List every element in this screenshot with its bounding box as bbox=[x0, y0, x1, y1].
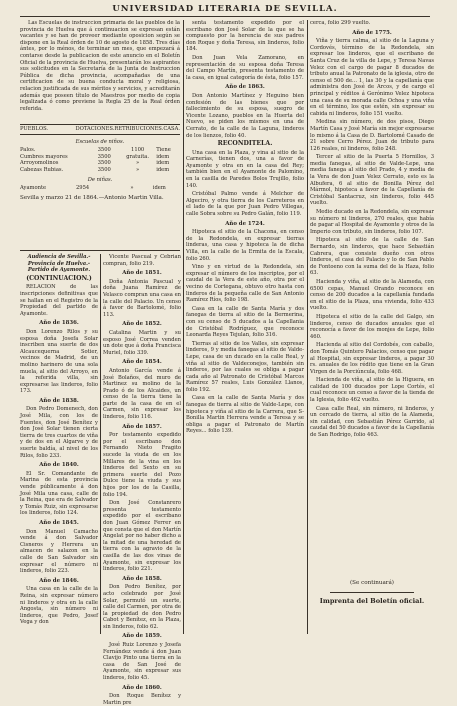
entry-text: Don Juan Vela Zamorano, en representación de su esposa doña Teresa del Campo Martín, presenta testamento de la casa, en igual categoría de ésta, folio 157. bbox=[186, 54, 304, 81]
entry-text: Don Pedro Benítez, por acto celebrado por José Solar, permutó un suerte, calle del Carmen, por otra de la propiedad de don Pedro Cabot y Benítez, en la Plaza, sin linderos, folio 62. bbox=[103, 584, 181, 630]
entry-text: Hacienda al sitio del Cordobés, con caballo, don Tomás Quintero Palacios, censo que pagar al Hospital, sin expresar linderos, a pagar 30 rs. anuales de los rédito que tiene en la Gran Virgen de la Porciúncula, folio 468. bbox=[310, 342, 434, 375]
year-heading: Año de 1836. bbox=[39, 320, 79, 327]
entry-text: Don Manuel Camacho vende á don Salvador Cisneros y Herrera un almacen de salazon en la calle de San Salvador sin expresar el número ni linderos, folio 223. bbox=[20, 528, 98, 575]
table-row bbox=[20, 160, 180, 167]
cell-retribucion: 1100 bbox=[131, 147, 145, 154]
entry-text: Medina sin número, de dos pisos, Diego Martín Casa y José María sin mejor expresarse lo mismo á la Casa de D. Bartolomé Casado de 21 sobre Cerro Pérez. Juan de tributo para 126 reales, ni linderos, folio 248. bbox=[310, 119, 434, 152]
column-1 bbox=[20, 254, 98, 638]
cell-dotacion: 3500 bbox=[97, 166, 111, 173]
audiencia-heading: Audiencia de Sevilla.-Provincia de Huelva.-Partido de Ayamonte. bbox=[27, 254, 91, 274]
notice-block bbox=[20, 20, 180, 141]
cell-casa: idem bbox=[156, 153, 170, 160]
section-heading-reconditela: RECONDITELA. bbox=[217, 140, 273, 148]
entry-text: Antonio García vende á José Bolaños, del muro de Martinez su molino de la Prado ó de los Alcaides, un censo de la tierra tiene la parte de la casa de en el Carmen, sin expresar los linderos, folio 116. bbox=[103, 367, 181, 421]
column-2 bbox=[103, 254, 181, 706]
entry-text: Viña y tierra calma, al sitio de la Laguna y Cordovés, término de la Redondela, sin expresar los linderos, que el escribano de Santa Cruz de la villa de Lepe, y Teresa Navas Velez con el cargo de pagar 8 ducados de tributo anual la Patronato de la iglesia, otro de censo el 500 de... 1, las 30 y la capellanía que administra don José de Arcos, y de cargo el principal y réditos á Gerónimo Velez hipoteca una casa de su morada calle Ochoa y una viña en el término, los que estén, sin expresar su cabida ni linderos, folio 151 vuelto. bbox=[310, 38, 434, 117]
table-row bbox=[20, 167, 180, 174]
imprenta-divider bbox=[330, 592, 414, 593]
entry-text: Hipoteca al sitio de la calle de San Bernardo, sin linderos, que hace Sebastián Cabrera, que consiste dueño con otros linderos, el casa del Palacio y lo de San Pablo de Fontoeno con la suma del de la Haza, folio 63. bbox=[310, 237, 434, 277]
entry-text: Cristóbal Palmo vende á Melchor de Algeciro, y otra tierra de los Carreteros en el lado de la que por Juan Pedro Villegas, calle Sobra sobre su Pedro Galán, folio 119. bbox=[186, 191, 304, 218]
cell-pueblo: Cumbres mayores bbox=[20, 153, 68, 160]
entry-text: Casa en la calle de Santa María y dos fanegas de tierra al sitio de Valde-Lepe, con hipoteca y viña al sitio de la Carrera, que S-Bonilla Martin Herrera vende a Teresa y se obliga a pagar el Patronato de Martín Reyes... folio 139. bbox=[186, 395, 304, 435]
year-heading: Año de 1857. bbox=[122, 423, 162, 430]
entry-text: Una casa en la Plaza, y vina al sitio de la Carnerías, tienen dos, una a favor de Ayamonte y otra en en la casa del Rey; también bien en el Ayamonte de Palomino, en la casilla de Paredes Bolos Trujillo, folio 140. bbox=[186, 149, 304, 189]
entry-text: Por testamento expedido por el escribano don Fernando Nieto Fragito sucede la viuda de en los Millares de la vina en los linderos del Sexto en su primera suerte del Pozo Dulce tiene la viuda y sus hijos por los de la Casilla, folio 194. bbox=[103, 432, 181, 498]
entry-text: Don José Constanrero presenta testamento expedido por el escribano don Juan Gómez Ferrer en que consta que el don Martín Angelat por no haber dicho a la mitad de una heredad de tierra con la agravio de la casilla de las dos vinas de Ayamonte, sin expresar los linderos, folio 221. bbox=[103, 500, 181, 573]
year-heading: Año de 1851. bbox=[122, 270, 162, 277]
entry-text: Hipoteca el sitio de la calle del Galgo, sin linderos, censo de ducados anuales que el reconocía a favor de los monjes de Lepe, folio 460. bbox=[310, 313, 434, 340]
entry-text: Doña Antonia Pascual y doña Juana Ramírez de Velasco compran una casa en la calle del Palacio. Un censo á favor de Bartolomé, folio 113. bbox=[103, 278, 181, 318]
cell-casa: idem bbox=[156, 166, 170, 173]
cell-dotacion: 3500 bbox=[97, 147, 111, 154]
table-header-dotaciones: DOTACIONES. bbox=[75, 126, 115, 132]
entry-text: Tierras al sitio de los Valles, sin expresar linderos, 9 y media fanegas al sitio de Valde-Lepe, casa de un ducado en la calle Real, y viña al sitio de Valdeconejos, también sin linderos, por las cuales se obliga a pagar cada año al Patronato de Cristóbal Marcos Ramírez 57 reales, Luis González Llanos, folio 192. bbox=[186, 340, 304, 393]
schools-table bbox=[20, 124, 180, 249]
year-heading: Año de 1846. bbox=[39, 577, 79, 584]
cell-retribucion: gratuita. bbox=[126, 153, 150, 160]
header-divider bbox=[20, 16, 430, 17]
entry-text: Casa en la calle de Santa María y dos fanegas de tierra al sitio de la Bermerina, con su censo de 5 ducados a la Capellania de Cristóbal Rodríguez, que reconoce Leonarda Reyes Tejulan, folio 316. bbox=[186, 305, 304, 339]
cell-pueblo: Arroyomolinos bbox=[20, 160, 59, 167]
cell-dotacion: 3500 bbox=[97, 153, 111, 160]
signoff: Sevilla y marzo 21 de 1864.—Antonio Martin Villa. bbox=[20, 194, 164, 201]
imprenta-footer: Imprenta del Boletín oficial. bbox=[310, 598, 434, 605]
continuacion-heading: (CONTINUACION.) bbox=[26, 274, 92, 282]
year-heading: Año de 1859. bbox=[122, 633, 162, 640]
section-label-ninas: De niñas. bbox=[87, 176, 113, 183]
page-title: UNIVERSIDAD LITERARIA DE SEVILLA. bbox=[112, 4, 338, 14]
table-row bbox=[20, 154, 180, 161]
entry-text: Don Lorenzo Rilos y su esposa doña Josefa Solar inscriben una suerte de dos Alcaucequerna Sotier, vecinos de Madrid, de un molino harinero de una sola muela, al sitio del Arroyo, en la referida villa, sin expresarse las linderos, folio 173. bbox=[20, 328, 98, 395]
year-heading: Año de 1860. bbox=[122, 684, 162, 691]
entry-text: Don Antonio Martínez y Heguino bien confesión de las bienes que por fallecimiento de su esposa, suegro de Vicente Lozano, pueblos en la Huerta del Nuevo, se piden los mismos en una de Cerrato, de la calle de la Laguna, linderos de los lienzos, folio 40. bbox=[186, 92, 304, 139]
year-heading: Año de 1775. bbox=[352, 29, 392, 36]
column-4 bbox=[310, 20, 434, 638]
entry-text: Hipoteca el sitio de la Chacona, en censo de la Redondela, en expresar tierras linderas, una casa y hipoteca la de dicha Villa, en la calle de la Ermita de la Escala, folio 260. bbox=[186, 229, 304, 262]
entry-text: Hacienda y viña, al sitio de la Alameda, con 6500 cepas, Manuel Orando reconoce en censo de 200 ducados a la capellanía fundada en el sitio de la Plaza, una vivienda, folio 433 vuelto. bbox=[310, 278, 434, 312]
column-divider bbox=[183, 20, 184, 634]
entry-text: Medio ducado en la Redondela, sin expresar su número ni linderos, 270 reales, que había de pagar al Hospital de Ayamonte y otros de la Imperio con tributo, sin linderos, folio 107. bbox=[310, 209, 434, 235]
cell-casa: Tiene bbox=[156, 147, 171, 154]
year-heading: Año de 1863. bbox=[225, 84, 265, 91]
cell-retribucion: » bbox=[136, 166, 140, 173]
entry-text: Vino y en virtud de la Redondela, sin expresar el número de los inscriptos, por el caudal de la Vera de este año, otra por el vecino de Cortegana, obtuvo otro hasta con linderos de la pequeña calle de San Antonio Ramírez Ríos, folio 198. bbox=[186, 264, 304, 304]
cell-casa: idem bbox=[156, 160, 170, 167]
cell-pueblo: Palos. bbox=[20, 147, 36, 154]
table-header-pueblos: PUEBLOS. bbox=[20, 126, 49, 132]
column-divider bbox=[100, 254, 101, 634]
entry-text: Don Roque Benítez y Martin pre bbox=[103, 693, 181, 706]
table-row bbox=[20, 147, 180, 154]
continuara-note: (Se continuará) bbox=[310, 580, 434, 587]
entry-text: Don Pedro Domenech, don José Mila, con los de Fuentes, don José Benítez y don José Solar tienen cierta tierra de tres cuartos de viña y de dos en el Algarve y de suerte baldía, al nivel de los Rilos, folio 233. bbox=[20, 406, 98, 459]
entry-text: cerca, folio 299 vuelto. bbox=[310, 20, 371, 26]
cell-casa: idem bbox=[152, 185, 166, 192]
table-header-retribuciones: RETRIBUCIONES. bbox=[114, 126, 164, 132]
year-heading: Año de 1852. bbox=[122, 321, 162, 328]
entry-text: Una casa en la calle de la Reina, sin expresar número ni linderos y otra en la calle Angosta, sin número ni linderos, que Pedro, Josef Vega y don bbox=[20, 586, 98, 626]
cell-retribucion: » bbox=[130, 185, 134, 192]
relacion-text: RELACION de las inscripciones definitivas que se hallan en el Registro de la Propiedad del partido de Ayamonte. bbox=[20, 284, 98, 317]
section-label-ninos: Escuelas de niños. bbox=[75, 138, 125, 145]
column-divider bbox=[307, 20, 308, 634]
entry-text: senta testamento expedido por el escribano don José Solar de la que se ha compuesto por la herencia de sus padres don Roque y doña Teresa, sin linderos, folio 184. bbox=[186, 20, 304, 53]
year-heading: Año de 1845. bbox=[39, 519, 79, 526]
table-row bbox=[20, 185, 180, 192]
year-heading: Año de 1854. bbox=[122, 359, 162, 366]
cell-pueblo: Cabezas Rubias. bbox=[20, 166, 64, 173]
entry-text: Catalina Martin y su esposo José Correa venden un dote que á doña Francisca Muriel, folio 339. bbox=[103, 329, 181, 356]
cell-dotacion: 3500 bbox=[97, 160, 111, 167]
cell-dotacion: 2954 bbox=[76, 185, 90, 192]
year-heading: Año de 1840. bbox=[39, 462, 79, 469]
entry-text: Hacienda de viña, al sitio de la Higuera, en calidad de 100 ducados por Lope Cortés, el cual reconoce un censo a favor de la tienda de la Iglesia, folio 462 vuelto. bbox=[310, 377, 434, 404]
year-heading: Año de 1858. bbox=[122, 575, 162, 582]
entry-text: José Ruiz Lorenzo y Josefa Fernández vende á don Juan Clavijo Pinto una tierra en la casa de San José de Ayamonte, sin expresar sus linderos, folio 45. bbox=[103, 642, 181, 682]
notice-text: Las Escuelas de instruccion primaria de las pueblos de la provincia de Huelva que á continuacion se expresan están vacantes y se han de proveer mediante oposicion según se dispone en la Real órden de 10 de agosto de 1858. Tres días ántes, por lo ménos, de terminar un mes, que empezará á contarse desde la publicacion de este anuncio en el Boletín Oficial de la provincia de Huelva, presentarán los aspirantes sus solicitudes en la Secretaría de la Junta de Instruccion Pública de dicha provincia, acompañadas de una certificacion de su buena conducta moral y religiosa, relacion justificada de sus méritos y servicios, y acreditarán además que poseen título de Maestros por medio de copia legalizada ó como previene la Regla 25 de la Real órden referida. bbox=[20, 20, 180, 112]
column-3 bbox=[186, 20, 304, 638]
entry-text: Casa calle Real, sin número, ni linderos, y un cercado de tierra, al sitio de la Alameda, sin calidad, con Sebastián Pérez Garrido, al caudal del 50 ducados a favor de la Capellanía de San Rodrigo, folio 463. bbox=[310, 405, 434, 439]
table-header-casa: CASA. bbox=[163, 126, 180, 132]
cell-retribucion: » bbox=[136, 160, 140, 167]
cell-pueblo: Ayamonte bbox=[20, 185, 47, 192]
entry-text: El Sr. Comandante de Marina de esta provincia vende públicamente á don José Mila una casa, calle de la Reina, que era de Salvador y Tomás Ruiz, sin expresarse los linderos, folio 124. bbox=[20, 470, 98, 517]
year-heading: Año de 1724. bbox=[225, 220, 265, 227]
entry-text: Vicente Pascual y Cebrian compran, folio 219. bbox=[103, 254, 181, 267]
table-bottom-divider bbox=[20, 250, 180, 251]
entry-text: Tercer al sitio de la Puerta 5 Hornillos, 3 media fanegas, al sitio de Valde-Lepe, una media fanega al sitio del Prado, 4 y media de la Vera de don Juan Velez Cerrato, esto es la Albufera, 6 al sitio de Bonilla Pérez del Mármol, hipoteca a favor de la Capellanía de Cristóbal Santacruz, sin linderos, folio 445 vuelto. bbox=[310, 154, 434, 207]
year-heading: Año de 1838. bbox=[39, 397, 79, 404]
